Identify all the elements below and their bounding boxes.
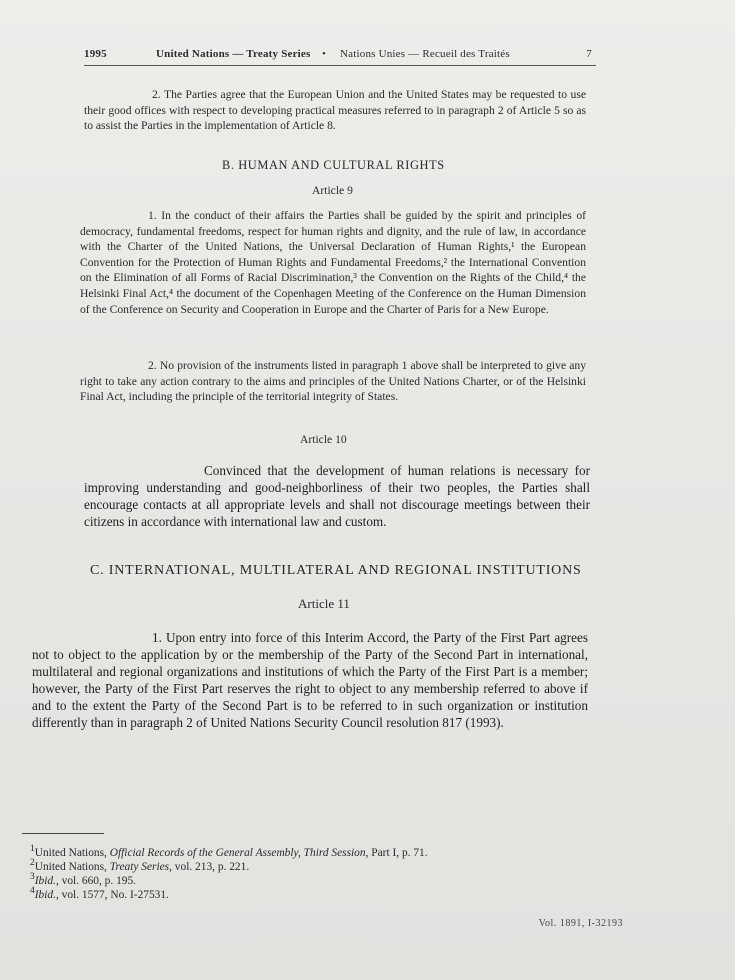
footnote-mark: 1: [30, 844, 35, 854]
footnote-4: [30, 884, 169, 902]
section-c-heading: C. INTERNATIONAL, MULTILATERAL AND REGIONAL INSTITUTIONS: [90, 563, 582, 578]
header-year: 1995: [84, 48, 107, 60]
article-10-title: Article 10: [300, 433, 347, 446]
volume-reference: Vol. 1891, I-32193: [538, 918, 623, 929]
article-10-paragraph: Convinced that the development of human relations is necessary for improving understanding and good-neighborliness of their two peoples, the Parties shall encourage contacts at all appropriate levels and shall not discourage meetings between their citizens in accordance with international law and custom.: [84, 463, 590, 529]
header-title-french: Nations Unies — Recueil des Traités: [340, 48, 510, 60]
article-11-paragraph-1: 1. Upon entry into force of this Interim Accord, the Party of the First Part agrees not to object to the application by or the membership of the Party of the Second Part in international, multilateral and regional organizations and institutions of which the Party of the First Part is a member; however, the Party of the First Part reserves the right to object to any membership referred to above if and to the extent the Party of the Second Part is to be referred to in such organization or institution differently than in paragraph 2 of United Nations Security Council resolution 817 (1993).: [32, 630, 588, 730]
footnote-source-title: Ibid.: [34, 888, 56, 901]
article-11-title: Article 11: [298, 596, 350, 611]
footnote-text: United Nations,: [34, 846, 110, 859]
footnote-source-title: Ibid.: [34, 874, 56, 887]
article-9-title: Article 9: [312, 184, 353, 197]
article-9-paragraph-2: 2. No provision of the instruments listed in paragraph 1 above shall be interpreted to give any right to take any action contrary to the aims and principles of the United Nations Charter, or of the Helsinki Final Act, including the principle of the territorial integrity of States.: [80, 359, 586, 404]
footnote-mark: 3: [30, 872, 35, 882]
article-8-paragraph-2: 2. The Parties agree that the European Union and the United States may be requested to use their good offices with respect to developing practical measures referred to in paragraph 2 of Article 5 so as to assist the Parties in the implementation of Article 8.: [84, 88, 586, 133]
footnote-source-title: Official Records of the General Assembly, Third Session: [109, 846, 366, 859]
footnote-citation: , Part I, p. 71.: [365, 846, 428, 859]
section-b-heading: B. HUMAN AND CULTURAL RIGHTS: [222, 158, 445, 172]
header-title-english: United Nations — Treaty Series: [156, 48, 311, 60]
running-header: [84, 48, 596, 66]
header-separator: •: [322, 48, 327, 60]
page-number: 7: [586, 48, 592, 60]
footnote-divider: [22, 833, 104, 834]
footnote-citation: , vol. 213, p. 221.: [169, 860, 250, 873]
footnote-citation: , vol. 1577, No. I-27531.: [55, 888, 169, 901]
footnote-mark: 4: [30, 886, 35, 896]
article-9-paragraph-1: 1. In the conduct of their affairs the Parties shall be guided by the spirit and principles of democracy, fundamental freedoms, respect for human rights and dignity, and the rule of law, in accordance with the Charter of the United Nations, the Universal Declaration of Human Rights,¹ the European Convention for the Protection of Human Rights and Fundamental Freedoms,² the International Convention on the Elimination of all Forms of Racial Discrimination,³ the Convention on the Rights of the Child,⁴ the Helsinki Final Act,⁴ the document of the Copenhagen Meeting of the Conference on the Human Dimension of the Conference on Security and Cooperation in Europe and the Charter of Paris for a New Europe.: [80, 209, 586, 316]
footnote-text: United Nations,: [34, 860, 110, 873]
footnote-mark: 2: [30, 858, 35, 868]
footnote-citation: , vol. 660, p. 195.: [55, 874, 137, 887]
footnote-source-title: Treaty Series: [109, 860, 170, 873]
